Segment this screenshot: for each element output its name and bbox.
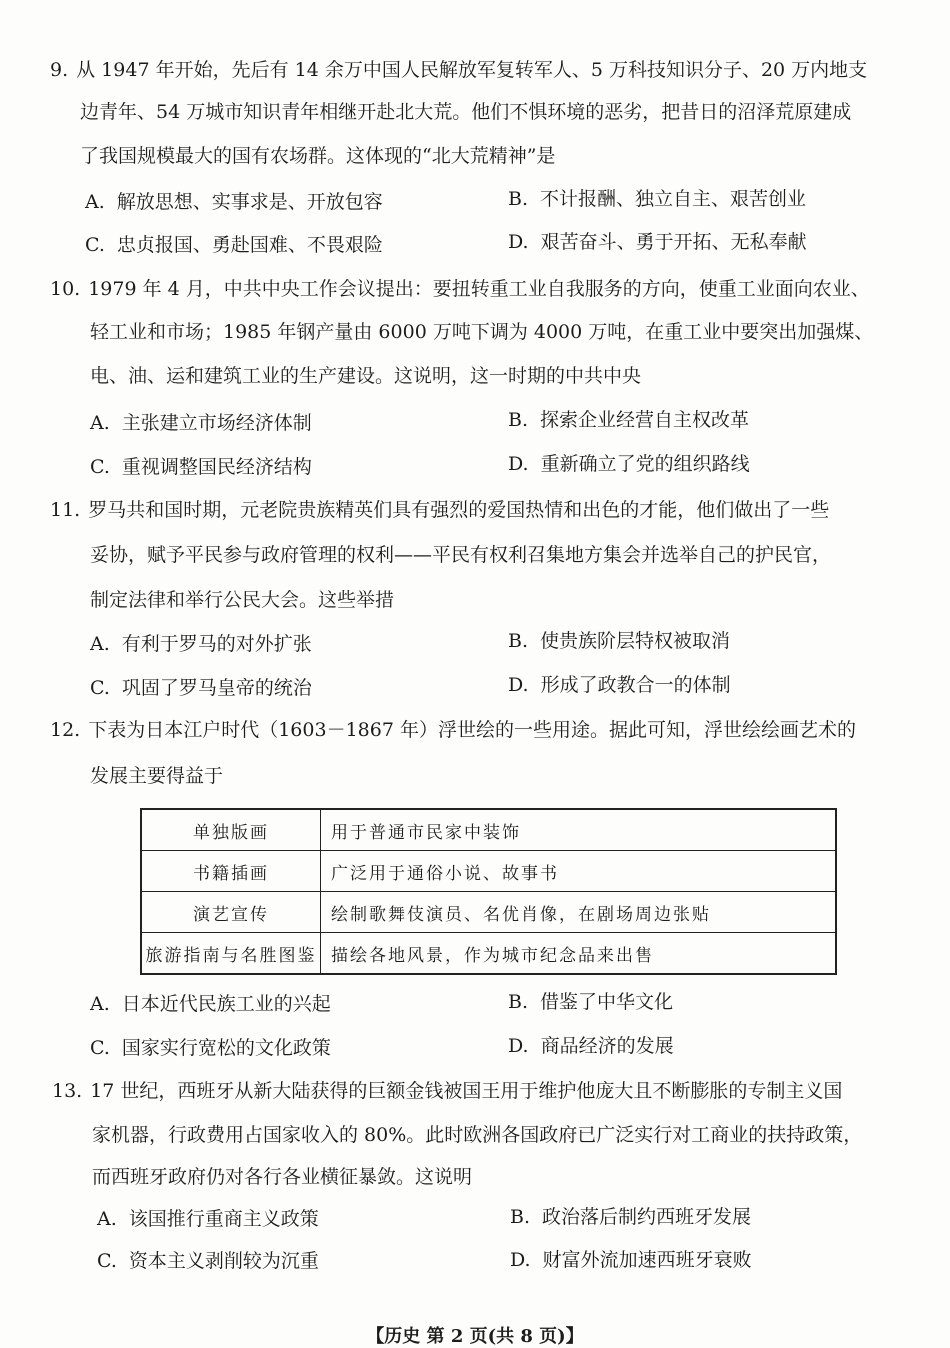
- question-stem-line: 电、油、运和建筑工业的生产建设。这说明，这一时期的中共中央: [90, 365, 642, 387]
- option-d: D. 形成了政教合一的体制: [508, 674, 731, 696]
- option-a: A. 解放思想、实事求是、开放包容: [85, 191, 383, 213]
- option-a: A. 主张建立市场经济体制: [90, 412, 312, 434]
- option-b: B. 借鉴了中华文化: [508, 991, 674, 1013]
- question-stem-line: 制定法律和举行公民大会。这些举措: [90, 589, 395, 611]
- table-row: [141, 933, 836, 975]
- option-b: B. 使贵族阶层特权被取消: [508, 630, 731, 652]
- table-cell-description: 广泛用于通俗小说、故事书: [321, 851, 837, 892]
- table-row: [141, 851, 836, 892]
- option-d: D. 重新确立了党的组织路线: [508, 453, 750, 475]
- table-cell-use: 演艺宣传: [141, 892, 321, 933]
- question-stem-line: 妥协，赋予平民参与政府管理的权利——平民有权利召集地方集会并选举自己的护民官，: [90, 544, 832, 566]
- table-cell-description: 用于普通市民家中装饰: [321, 809, 837, 851]
- option-c: C. 重视调整国民经济结构: [90, 456, 312, 478]
- option-c: C. 巩固了罗马皇帝的统治: [90, 677, 312, 699]
- option-a: A. 日本近代民族工业的兴起: [90, 993, 331, 1015]
- option-b: B. 政治落后制约西班牙发展: [510, 1206, 752, 1228]
- question-stem-line: 9. 从 1947 年开始，先后有 14 余万中国人民解放军复转军人、5 万科技知识分子、20 万内地支: [50, 59, 868, 81]
- table-row: [141, 892, 836, 933]
- option-b: B. 探索企业经营自主权改革: [508, 409, 750, 431]
- option-d: D. 艰苦奋斗、勇于开拓、无私奉献: [508, 231, 807, 253]
- question-stem-line: 了我国规模最大的国有农场群。这体现的“北大荒精神”是: [80, 145, 556, 167]
- table-cell-description: 描绘各地风景，作为城市纪念品来出售: [321, 933, 837, 975]
- table-cell-use: 旅游指南与名胜图鉴: [141, 933, 321, 975]
- question-stem-line: 发展主要得益于: [90, 765, 224, 787]
- question-stem-line: 而西班牙政府仍对各行各业横征暴敛。这说明: [92, 1166, 473, 1188]
- question-number: 11.: [50, 499, 81, 521]
- question-stem-line: 11. 罗马共和国时期，元老院贵族精英们具有强烈的爱国热情和出色的才能，他们做出了一些: [50, 499, 830, 521]
- question-number: 13.: [52, 1080, 83, 1102]
- question-stem-line: 边青年、54 万城市知识青年相继开赴北大荒。他们不惧环境的恶劣，把昔日的沼泽荒原建成: [80, 101, 852, 123]
- question-stem-line: 10. 1979 年 4 月，中共中央工作会议提出：要扭转重工业自我服务的方向，使重工业面向农业、: [50, 278, 870, 300]
- option-d: D. 财富外流加速西班牙衰败: [510, 1249, 752, 1271]
- question-stem-line: 13. 17 世纪，西班牙从新大陆获得的巨额金钱被国王用于维护他庞大且不断膨胀的专制主义国: [52, 1080, 843, 1102]
- option-d: D. 商品经济的发展: [508, 1035, 674, 1057]
- option-c: C. 国家实行宽松的文化政策: [90, 1037, 331, 1059]
- ukiyoe-uses-table: [140, 808, 837, 975]
- question-number: 9.: [50, 59, 69, 81]
- question-stem-line: 12. 下表为日本江户时代（1603－1867 年）浮世绘的一些用途。据此可知，浮世绘绘画艺术的: [50, 719, 856, 741]
- question-number: 12.: [50, 719, 81, 741]
- question-stem-line: 家机器，行政费用占国家收入的 80%。此时欧洲各国政府已广泛实行对工商业的扶持政策，: [92, 1124, 863, 1146]
- option-a: A. 该国推行重商主义政策: [97, 1208, 319, 1230]
- question-stem-line: 轻工业和市场；1985 年钢产量由 6000 万吨下调为 4000 万吨，在重工业中要突出加强煤、: [90, 321, 874, 343]
- table-cell-description: 绘制歌舞伎演员、名优肖像，在剧场周边张贴: [321, 892, 837, 933]
- option-b: B. 不计报酬、独立自主、艰苦创业: [508, 188, 807, 210]
- table-cell-use: 单独版画: [141, 809, 321, 851]
- option-c: C. 资本主义剥削较为沉重: [97, 1250, 319, 1272]
- table-row: [141, 809, 836, 851]
- option-c: C. 忠贞报国、勇赴国难、不畏艰险: [85, 234, 383, 256]
- option-a: A. 有利于罗马的对外扩张: [90, 633, 312, 655]
- page-footer: 【历史 第 2 页(共 8 页)】: [366, 1326, 584, 1347]
- question-number: 10.: [50, 278, 81, 300]
- table-cell-use: 书籍插画: [141, 851, 321, 892]
